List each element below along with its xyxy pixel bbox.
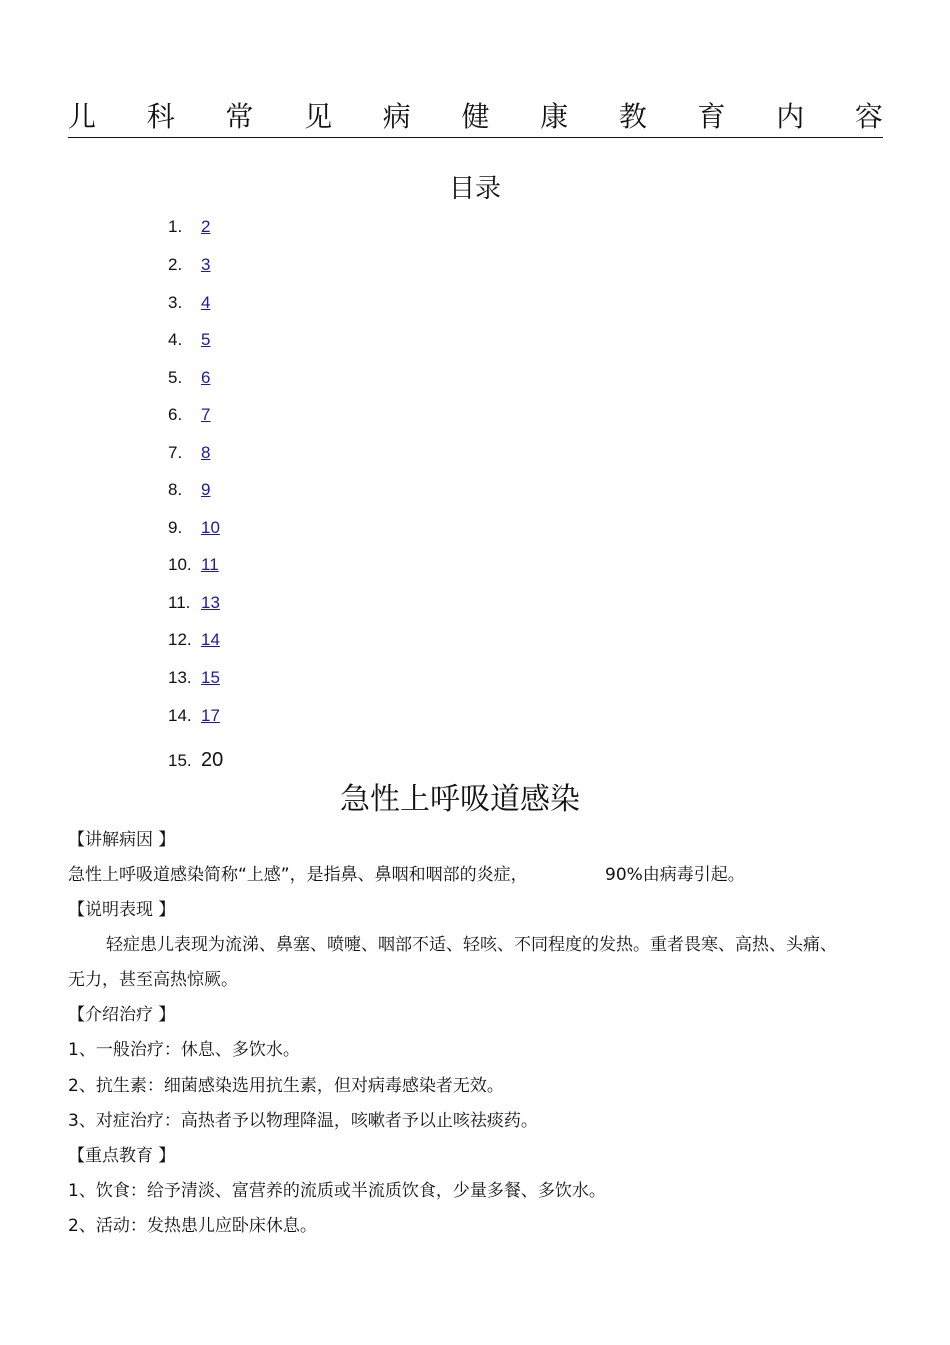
toc-item-number: 3.: [168, 293, 183, 312]
toc-item: [168, 516, 368, 540]
toc-item: [168, 748, 368, 772]
toc-item-number: 6.: [168, 405, 183, 424]
toc-page-link[interactable]: 6: [201, 368, 211, 387]
header-divider: [68, 137, 883, 138]
toc-item: [168, 403, 368, 427]
toc-item-number: 12.: [168, 630, 192, 649]
toc-page-link[interactable]: 15: [201, 668, 220, 687]
toc-item: [168, 215, 368, 239]
toc-page-link[interactable]: 2: [201, 217, 211, 236]
header-char: 健: [461, 100, 490, 133]
toc-item-number: 8.: [168, 480, 183, 499]
toc-item: [168, 704, 368, 728]
toc-page-link[interactable]: 9: [201, 480, 211, 499]
toc-item-number: 13.: [168, 668, 192, 687]
cause-percentage-text: 90%由病毒引起。: [605, 865, 745, 885]
toc-page-number: 20: [201, 749, 224, 771]
section-title: 急性上呼吸道感染: [340, 782, 580, 817]
header-char: 见: [304, 100, 333, 133]
toc-page-link[interactable]: 10: [201, 518, 220, 537]
toc-item: [168, 628, 368, 652]
header-char: 病: [382, 100, 411, 133]
toc-item: [168, 441, 368, 465]
header-char: 常: [225, 100, 254, 133]
toc-page-link[interactable]: 17: [201, 706, 220, 725]
symptom-paragraph: 轻症患儿表现为流涕、鼻塞、喷嚏、咽部不适、轻咳、不同程度的发热。重者畏寒、高热、头痛、无力，甚至高热惊厥。: [68, 935, 837, 990]
toc-item-number: 9.: [168, 518, 183, 537]
toc-item-number: 7.: [168, 443, 183, 462]
toc-page-link[interactable]: 8: [201, 443, 211, 462]
header-char: 内: [776, 100, 805, 133]
toc-item-number: 15.: [168, 751, 192, 770]
document-header-title: [68, 98, 883, 136]
header-char: 容: [854, 100, 883, 133]
toc-item: [168, 366, 368, 390]
toc-page-link[interactable]: 13: [201, 593, 220, 612]
education-item: 1、饮食：给予清淡、富营养的流质或半流质饮食，少量多餐、多饮水。: [68, 1181, 606, 1201]
treatment-item: 2、抗生素：细菌感染选用抗生素，但对病毒感染者无效。: [68, 1076, 504, 1096]
symptom-heading: 【说明表现 】: [68, 900, 176, 920]
toc-item: [168, 553, 368, 577]
toc-item-number: 5.: [168, 368, 183, 387]
header-char: 育: [697, 100, 726, 133]
toc-page-link[interactable]: 3: [201, 255, 211, 274]
toc-item: [168, 591, 368, 615]
toc-page-link[interactable]: 4: [201, 293, 211, 312]
header-char: 教: [618, 100, 647, 133]
toc-item-number: 10.: [168, 555, 192, 574]
toc-item: [168, 478, 368, 502]
toc-page-link[interactable]: 7: [201, 405, 211, 424]
toc-item-number: 11.: [168, 593, 191, 612]
toc-item-number: 2.: [168, 255, 183, 274]
cause-heading: 【讲解病因 】: [68, 830, 176, 850]
toc-item: [168, 666, 368, 690]
toc-item: [168, 328, 368, 352]
cause-paragraph: [68, 858, 858, 893]
toc-item-number: 4.: [168, 330, 183, 349]
toc-page-link[interactable]: 14: [201, 630, 220, 649]
header-char: 科: [146, 100, 175, 133]
cause-text: 急性上呼吸道感染简称“上感”，是指鼻、鼻咽和咽部的炎症，: [68, 865, 528, 885]
toc-page-link[interactable]: 5: [201, 330, 211, 349]
education-item: 2、活动：发热患儿应卧床休息。: [68, 1216, 317, 1236]
treatment-heading: 【介绍治疗 】: [68, 1005, 176, 1025]
toc-item-number: 1.: [168, 217, 183, 236]
treatment-item: 3、对症治疗：高热者予以物理降温，咳嗽者予以止咳祛痰药。: [68, 1111, 538, 1131]
treatment-item: 1、一般治疗：休息、多饮水。: [68, 1040, 300, 1060]
header-char: 康: [540, 100, 569, 133]
toc-item: [168, 253, 368, 277]
toc-item-number: 14.: [168, 706, 192, 725]
toc-heading: 目录: [448, 174, 501, 204]
education-heading: 【重点教育 】: [68, 1146, 176, 1166]
toc-page-link[interactable]: 11: [201, 555, 219, 574]
toc-item: [168, 291, 368, 315]
header-char: 儿: [68, 100, 97, 133]
